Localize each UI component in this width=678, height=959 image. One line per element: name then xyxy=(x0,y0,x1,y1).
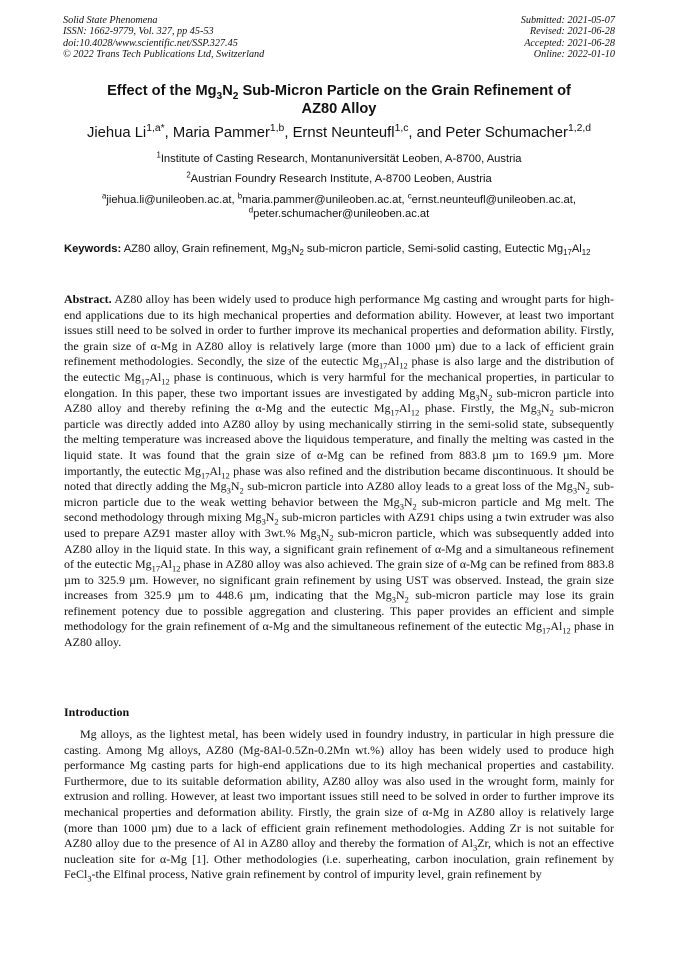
submitted-date: Submitted: 2021-05-07 xyxy=(520,15,615,26)
paper-title: Effect of the $Mg_3N_2$ Sub-Micron Particle on the Grain Refinement of AZ80 Alloy xyxy=(107,83,571,117)
journal-info xyxy=(63,15,264,61)
revised-date: Revised: 2021-06-28 xyxy=(529,26,615,38)
author-name: Jiehua Li xyxy=(86,125,147,141)
affiliation-2: $^2$Austrian Foundry Research Institute, A-8700 Leoben, Austria xyxy=(186,170,492,185)
section-heading-introduction: Introduction xyxy=(64,705,130,719)
author-emails: $^a$jiehua.li@unileoben.ac.at, $^b$maria.pammer@unileoben.ac.at, $^c$ernst.neunteufl@unileoben.ac.at, $^d$peter.schumacher@unileoben.ac.at xyxy=(102,191,576,220)
online-date: Online: 2022-01-10 xyxy=(533,49,615,61)
issn-line: ISSN: 1662-9779, Vol. 327, pp 45-53 xyxy=(63,26,214,38)
affiliation-1: $^1$Institute of Casting Research, Montanuniversität Leoben, A-8700, Austria xyxy=(156,150,522,165)
email-link[interactable]: jiehua.li@unileoben.ac.at, xyxy=(106,194,238,206)
journal-name: Solid State Phenomena xyxy=(63,15,158,26)
abstract: Abstract. AZ80 alloy has been widely used to produce high performance Mg casting and wrought parts for high-end applications due to its high mechanical properties and deformation ability. However, at least two important issues still need to be solved in order to further improve its mechanical properties and deformation ability. Firstly, the grain size of α-Mg in AZ80 alloy is relatively large (more than 1000 µm) due to a lack of efficient grain refinement methodologies. Secondly, the size of the eutectic $Mg_{17}Al_{12}$ phase is also large and the distribution of the eutectic $Mg_{17}Al_{12}$ phase is continuous, which is very harmful for the mechanical properties, in particular to elongation. In this paper, these two important issues are investigated by adding $Mg_3N_2$ sub-micron particle into AZ80 alloy and thereby refining the α-Mg and the eutectic $Mg_{17}Al_{12}$ phase. Firstly, the $Mg_3N_2$ sub-micron particle was directly added into AZ80 alloy by using mechanically stirring in the semi-solid state, subsequently the melting temperature was increased above the liquidous temperature, and finally the melting was casted in the liquid state. It was found that the grain size of α-Mg can be refined from 883.8 µm to 169.9 µm. More importantly, the eutectic $Mg_{17}Al_{12}$ phase was also refined and the distribution became discontinuous. It should be noted that directly adding the $Mg_3N_2$ sub-micron particle into AZ80 alloy leads to a great loss of the $Mg_3N_2$ sub-micron particle due to the weak wetting behavior between the $Mg_3N_2$ sub-micron particle and Mg melt. The second methodology through mixing $Mg_3N_2$ sub-micron particles with AZ91 chips using a twin extruder was also used to prepare AZ91 master alloy with 3wt.% $Mg_3N_2$ sub-micron particle, which was subsequently added into AZ80 alloy in the liquid state. In this way, a significant grain refinement of α-Mg and a simultaneous refinement of the eutectic $Mg_{17}Al_{12}$ phase in AZ80 alloy was also achieved. The grain size of α-Mg can be refined from 883.8 µm to 325.9 µm. However, no significant grain refinement by using UST was observed. Instead, the grain size increases from 325.9 µm to 448.6 µm, indicating that the $Mg_3N_2$ sub-micron particle may lose its grain refinement potency due to possible aggregation and clustering. This paper provides an efficient and simple methodology for the grain refinement of α-Mg and the simultaneous refinement of the eutectic $Mg_{17}Al_{12}$ phase in AZ80 alloy. xyxy=(64,292,615,650)
accepted-date: Accepted: 2021-06-28 xyxy=(524,37,615,49)
introduction-paragraph: Mg alloys, as the lightest metal, has been widely used in foundry industry, in particular in high pressure die casting. Among Mg alloys, AZ80 (Mg-8Al-0.5Zn-0.2Mn wt.%) alloy has been widely used to produce high performance Mg casting parts for high-end applications due to its high mechanical properties and castability. Furthermore, due to its suitable deformation ability, AZ80 alloy was also used in the wrought form, mainly for extrusion and rolling. However, at least two important issues still need to be solved in order to further improve its mechanical properties and deformation ability. Firstly, the grain size of α-Mg in AZ80 alloy is relatively large (more than 1000 µm) due to a lack of efficient grain refinement methodologies. Adding Zr is not suitable for AZ80 alloy due to the presence of Al in AZ80 alloy and thereby the formation of $Al_3Zr$, which is not an effective nucleation site for α-Mg [1]. Other methodologies (i.e. superheating, carbon inoculation, grain refinement by FeCl$_3$-the Elfinal process, Native grain refinement by control of impurity level, grain refinement by xyxy=(64,727,614,884)
author-name: Peter Schumacher xyxy=(445,125,568,141)
author-list: Jiehua $Li^{1,a*}$, Maria Pammer$^{1,b}$, Ernst Neunteufl$^{1,c}$, and Peter Schumacher$^{1,2,d}$ xyxy=(86,123,592,141)
author-name: Ernst Neunteufl xyxy=(292,125,395,141)
email-link[interactable]: peter.schumacher@unileoben.ac.at xyxy=(253,208,430,220)
doi-line[interactable]: doi:10.4028/www.scientific.net/SSP.327.45 xyxy=(63,37,238,49)
keywords-label: Keywords: xyxy=(64,243,122,255)
publication-dates xyxy=(521,15,615,61)
author-name: Maria Pammer xyxy=(172,125,270,141)
abstract-label: Abstract. xyxy=(64,292,112,306)
email-link[interactable]: maria.pammer@unileoben.ac.at, xyxy=(242,194,408,206)
keywords: Keywords: AZ80 alloy, Grain refinement, $Mg_3N_2$ sub-micron particle, Semi-solid casting, Eutectic $Mg_{17}Al_{12}$ xyxy=(64,243,591,258)
email-link[interactable]: ernst.neunteufl@unileoben.ac.at, xyxy=(411,194,576,206)
copyright-line: © 2022 Trans Tech Publications Ltd, Switzerland xyxy=(63,49,265,61)
